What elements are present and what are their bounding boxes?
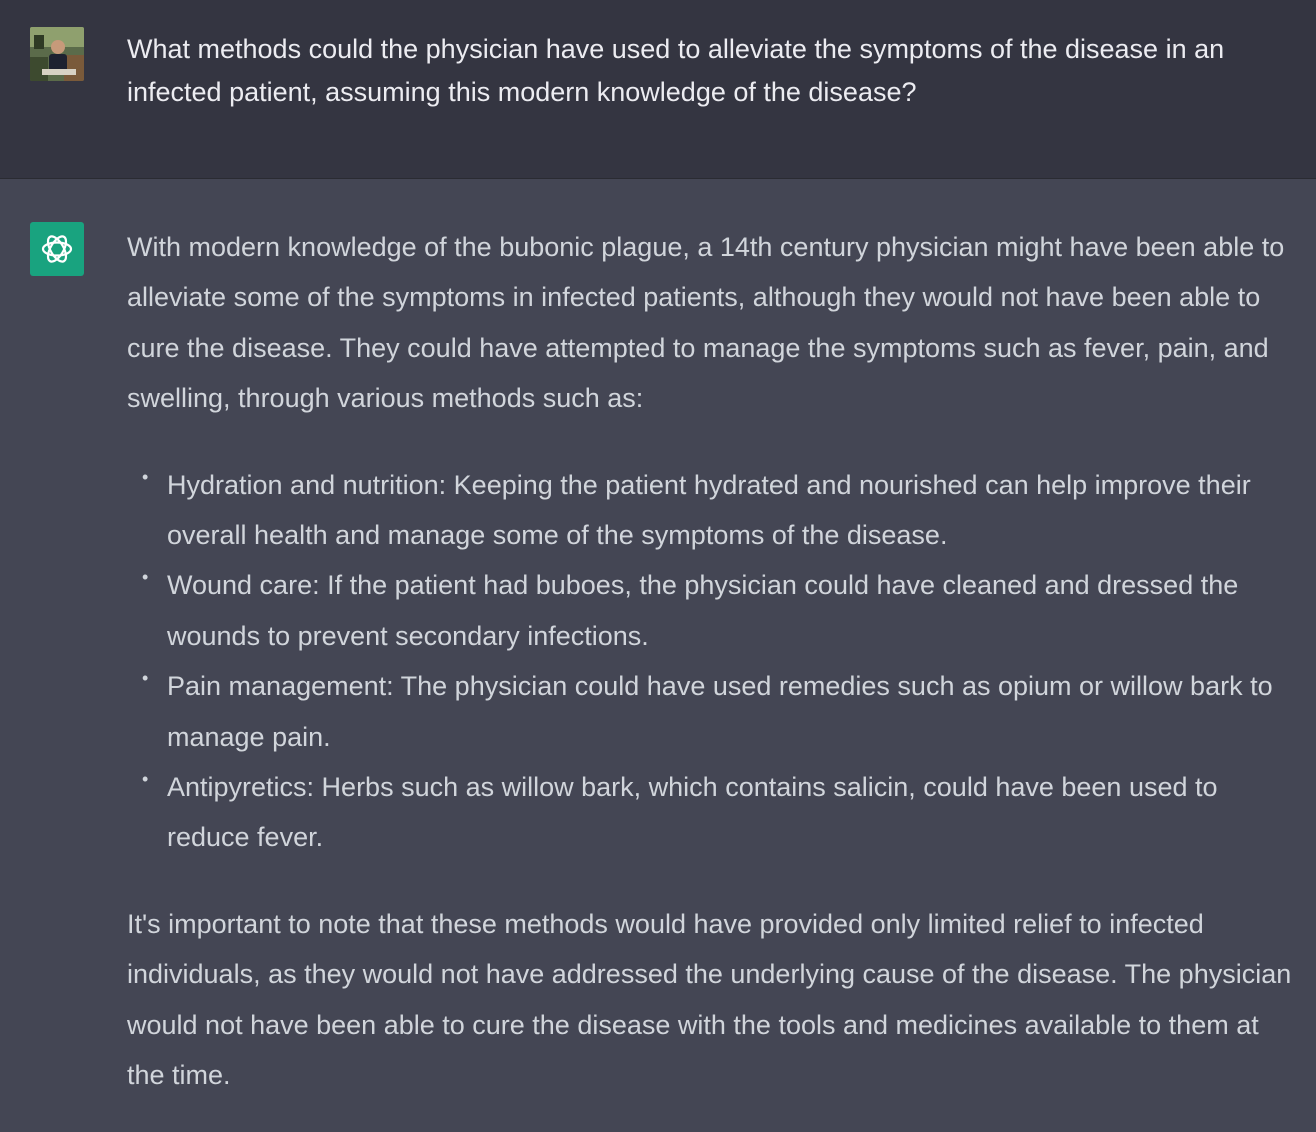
assistant-intro-paragraph: With modern knowledge of the bubonic plague, a 14th century physician might have been able to alleviate some of the symptoms in infected patients, although they would not have been able to cure the disease. They could have attempted to manage the symptoms such as fever, pain, and swelling, through various methods such as: bbox=[127, 232, 1285, 414]
assistant-message-body bbox=[127, 222, 1297, 1101]
list-item bbox=[142, 762, 1297, 863]
list-item-text: Hydration and nutrition: Keeping the patient hydrated and nourished can help improve their overall health and manage some of the symptoms of the disease. bbox=[167, 469, 1251, 551]
assistant-message-row bbox=[0, 179, 1316, 1132]
user-message-text: What methods could the physician have used to alleviate the symptoms of the disease in an infected patient, assuming this modern knowledge of the disease? bbox=[127, 34, 1225, 107]
list-item-text: Pain management: The physician could have used remedies such as opium or willow bark to manage pain. bbox=[167, 671, 1273, 752]
list-item-text: Antipyretics: Herbs such as willow bark, which contains salicin, could have been used to reduce fever. bbox=[167, 772, 1218, 853]
list-item-text: Wound care: If the patient had buboes, the physician could have cleaned and dressed the wounds to prevent secondary infections. bbox=[167, 570, 1239, 651]
bullet-icon: • bbox=[142, 769, 149, 790]
symptom-methods-list bbox=[127, 460, 1297, 863]
bullet-icon: • bbox=[142, 668, 149, 689]
openai-logo-icon bbox=[39, 231, 75, 267]
user-message-row bbox=[0, 0, 1316, 179]
bullet-icon: • bbox=[142, 466, 149, 487]
list-item bbox=[142, 460, 1297, 561]
user-photo-icon bbox=[30, 27, 84, 81]
list-item bbox=[142, 560, 1297, 661]
assistant-avatar bbox=[30, 222, 84, 276]
user-avatar bbox=[30, 27, 84, 81]
list-item bbox=[142, 661, 1297, 762]
assistant-conclusion-paragraph: It's important to note that these methods would have provided only limited relief to infected individuals, as they would not have addressed the underlying cause of the disease. The physician would not have been able to cure the disease with the tools and medicines available to them at the time. bbox=[127, 908, 1292, 1091]
bullet-icon: • bbox=[142, 567, 149, 588]
